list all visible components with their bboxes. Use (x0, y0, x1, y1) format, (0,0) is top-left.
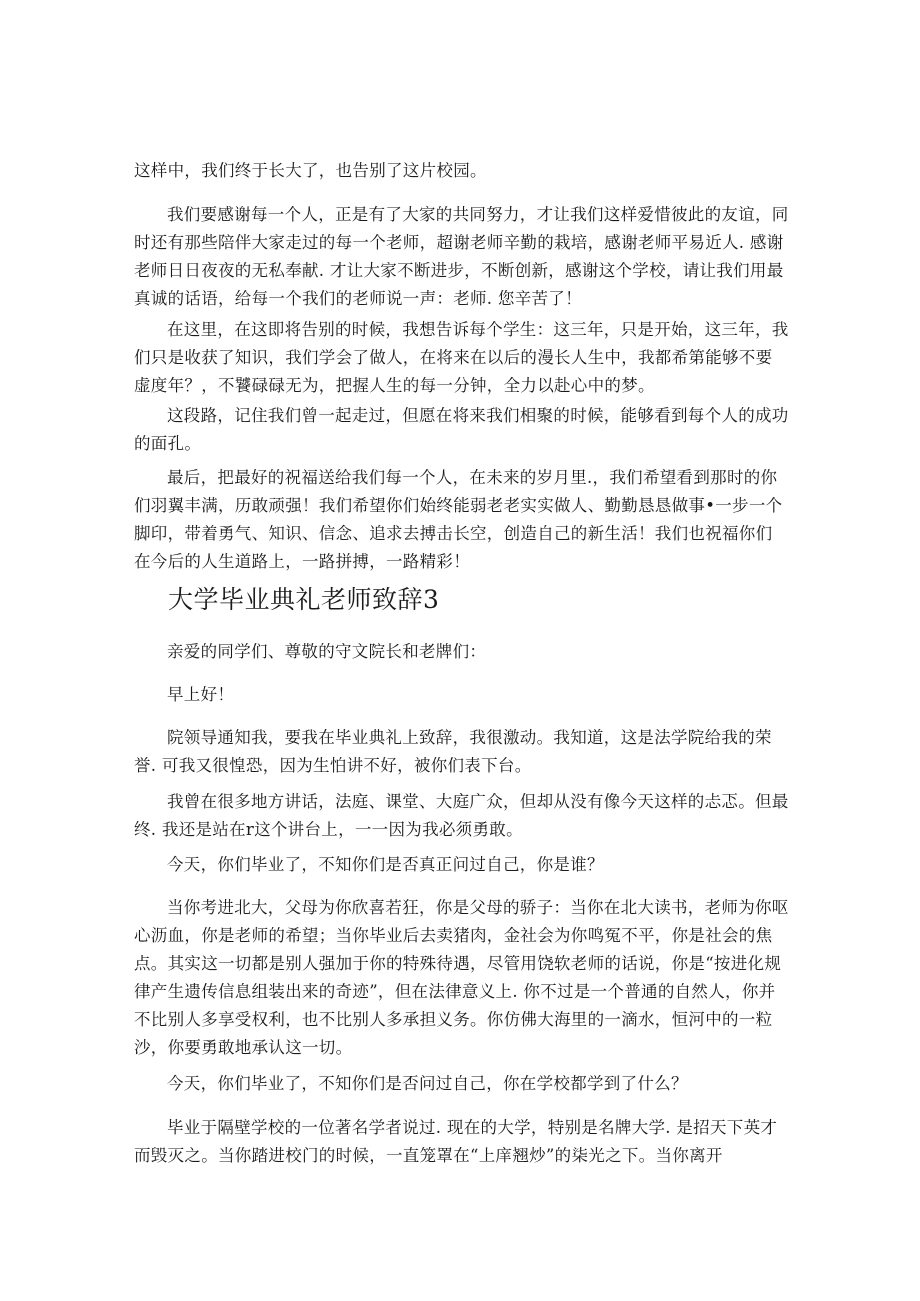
section-a-body (134, 402, 789, 458)
paragraph: 院领导通知我，要我在毕业典礼上致辞，我很激动。我知道，这是法学院给我的荣誉. 可我又很惶恐，因为生怕讲不好，被你们表下台。 (134, 728, 772, 775)
section-b-body (134, 1114, 789, 1170)
paragraph: 今天，你们毕业了，不知你们是否问过自己，你在学校都学到了什么？ (167, 1074, 688, 1093)
paragraph: 在这里，在这即将告别的时候，我想告诉每个学生：这三年，只是开始，这三年，我们只是收获了知识，我们学会了做人，在将来在以后的漫长人生中，我都希第能够不要虚度年？，不饕碌碌无为，把握人生的每一分钟，全力以赴心中的梦。 (134, 320, 789, 395)
salutation: 亲爱的同学们、尊敬的守文院长和老牌们： (167, 642, 487, 661)
paragraph: 这样中，我们终于长大了，也告别了这片校园。 (134, 161, 487, 180)
paragraph: 我曾在很多地方讲话，法庭、课堂、大庭广众，但却从没有像今天这样的忐忑。但最终. 我还是站在r这个讲台上，一一因为我必须勇敢。 (134, 792, 789, 839)
section-b-body (134, 638, 789, 666)
section-a-body (134, 316, 789, 400)
paragraph: 当你考进北大，父母为你欣喜若狂，你是父母的骄子：当你在北大读书，老师为你呕心沥血，你是老师的希望；当你毕业后去卖猪肉，金社会为你鸣冤不平，你是社会的焦点。其实这一切都是别人强加于你的特殊待遇，尽管用饶软老师的话说，你是“按进化规律产生遗传信息组装出来的奇迹”，但在法律意义上. 你不过是一个普通的自然人，你并不比别人多享受权利，也不比别人多承担义务。你仿佛大海里的一滴水，恒河中的一粒沙，你要勇敢地承认这一切。 (134, 898, 789, 1057)
section-b-body (134, 851, 789, 879)
section-a (134, 157, 789, 185)
section-a-body (134, 464, 789, 576)
section-b-body (134, 788, 789, 844)
section-a-body (134, 201, 789, 313)
section-b-body (134, 1070, 789, 1098)
section-b-body (134, 724, 789, 780)
paragraph: 毕业于隔壁学校的一位著名学者说过. 现在的大学，特别是名牌大学. 是招天下英才而毁灭之。当你踏进校门的时候，一直笼罩在“上庠翘炒”的柒光之下。当你离开 (134, 1118, 778, 1165)
paragraph: 我们要感谢每一个人，正是有了大家的共同努力，才让我们这样爱惜彼此的友谊，同时还有那些陪伴大家走过的每一个老师，超谢老师辛勤的栽培，感谢老师平易近人. 感谢老师日日夜夜的无私奉献. 才让大家不断进步，不断创新，感谢这个学校，请让我们用最真诚的话语，给每一个我们的老师说一声：老师. 您辛苦了！ (134, 205, 789, 308)
greeting: 早上好！ (167, 685, 235, 704)
paragraph: 最后，把最好的祝福送给我们每一个人，在未来的岁月里.，我们希望看到那时的你们羽翼丰满，历敢顽强！我们希望你们始终能弱老老实实做人、勤勤恳恳做事•一步一个脚印，带着勇气、知识、信念、追求去搏击长空，创造自己的新生活！我们也祝福你们在今后的人生道路上，一路拼搏，一路精彩！ (134, 468, 783, 571)
section-b-body (134, 681, 789, 709)
paragraph: 这段路，记住我们曾一起走过，但愿在将来我们相聚的时候，能够看到每个人的成功的面孔。 (134, 406, 789, 453)
section-b-body (134, 894, 789, 1062)
section-heading: 大学毕业典礼老师致辞3 (168, 585, 440, 614)
paragraph: 今天，你们毕业了，不知你们是否真正问过自己，你是谁？ (167, 855, 604, 874)
